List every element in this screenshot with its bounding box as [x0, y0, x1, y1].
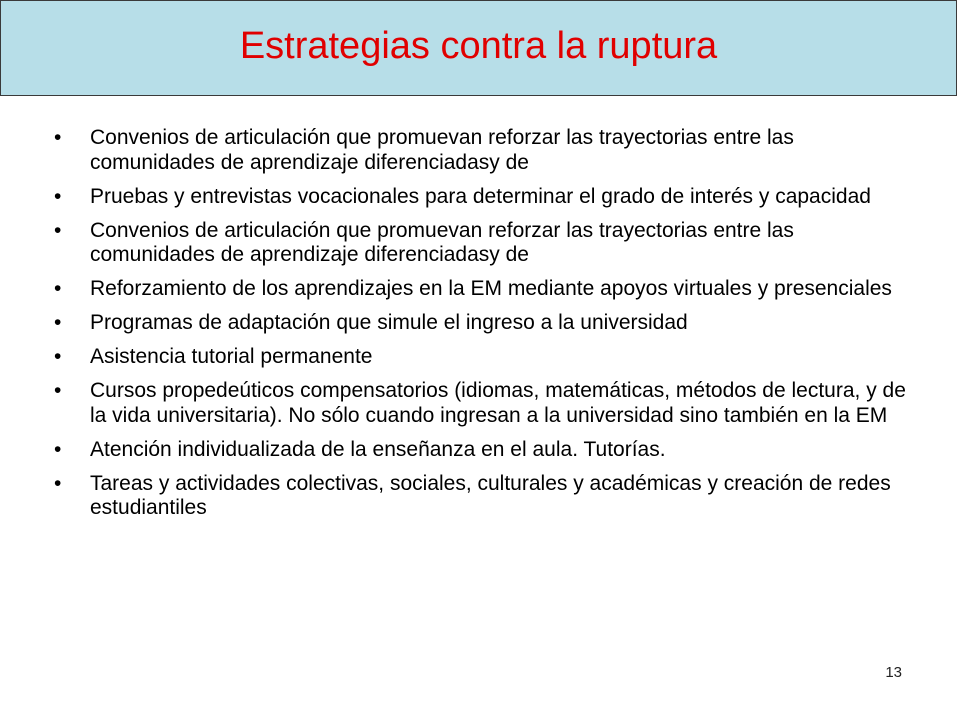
slide-title: Estrategias contra la ruptura [239, 24, 718, 67]
bullet-text: Atención individualizada de la enseñanza en el aula. Tutorías. [90, 437, 666, 461]
bullet-marker: • [54, 184, 62, 208]
bullet-text: Convenios de articulación que promuevan reforzar las trayectorias entre las comunidades de aprendizaje diferenciadasy de [90, 126, 794, 174]
bullet-item [52, 379, 912, 428]
bullet-marker: • [54, 126, 62, 149]
bullet-marker: • [54, 345, 62, 368]
bullet-marker: • [54, 277, 62, 300]
bullet-list [52, 126, 912, 530]
bullet-item [52, 345, 912, 370]
bullet-marker: • [54, 437, 62, 461]
bullet-text: Asistencia tutorial permanente [90, 345, 373, 368]
bullet-marker: • [54, 311, 62, 334]
bullet-item [52, 219, 912, 268]
bullet-text: Reforzamiento de los aprendizajes en la EM mediante apoyos virtuales y presenciales [90, 277, 892, 300]
bullet-item [52, 311, 912, 336]
bullet-text: Pruebas y entrevistas vocacionales para determinar el grado de interés y capacidad [90, 184, 871, 208]
bullet-marker: • [54, 379, 62, 402]
bullet-item [52, 472, 912, 521]
page-number: 13 [885, 664, 902, 681]
bullet-text: Cursos propedeúticos compensatorios (idiomas, matemáticas, métodos de lectura, y de la vida universitaria). No sólo cuando ingresan a la universidad sino también en la EM [90, 379, 906, 427]
bullet-item [52, 126, 912, 175]
bullet-text: Convenios de articulación que promuevan reforzar las trayectorias entre las comunidades de aprendizaje diferenciadasy de [90, 218, 794, 266]
bullet-marker: • [54, 471, 62, 495]
bullet-item [52, 438, 912, 463]
bullet-text: Tareas y actividades colectivas, sociales, culturales y académicas y creación de redes estudiantiles [90, 471, 891, 519]
bullet-item [52, 185, 912, 210]
title-banner [0, 0, 957, 96]
bullet-marker: • [54, 218, 62, 242]
bullet-text: Programas de adaptación que simule el ingreso a la universidad [90, 311, 688, 334]
bullet-item [52, 277, 912, 302]
